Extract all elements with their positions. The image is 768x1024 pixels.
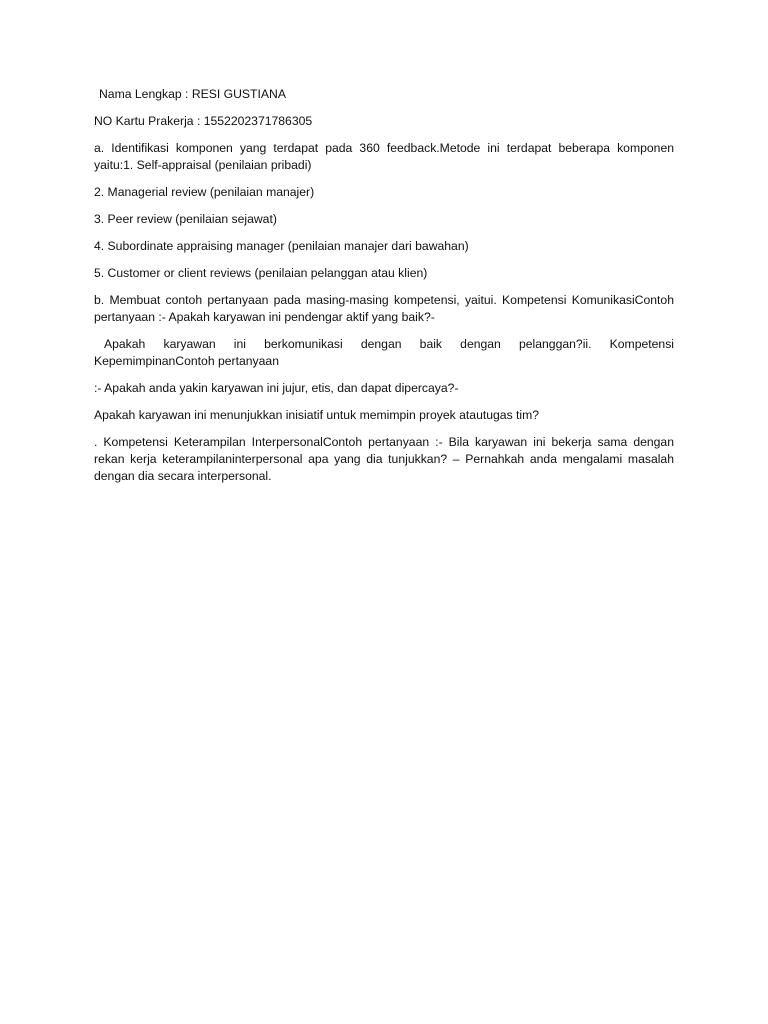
paragraph-b-leadership-question: :- Apakah anda yakin karyawan ini jujur, etis, dan dapat dipercaya?- <box>94 381 459 395</box>
paragraph-b-communication: Apakah karyawan ini berkomunikasi dengan baik dengan pelanggan?ii. Kompetensi KepemimpinanContoh pertanyaan <box>94 337 674 368</box>
list-item-customer-reviews: 5. Customer or client reviews (penilaian pelanggan atau klien) <box>94 266 428 280</box>
paragraph-b-initiative-question: Apakah karyawan ini menunjukkan inisiatif untuk memimpin proyek atautugas tim? <box>94 408 540 422</box>
name-line: Nama Lengkap : RESI GUSTIANA <box>99 87 286 101</box>
paragraph-b-interpersonal: . Kompetensi Keterampilan InterpersonalContoh pertanyaan :- Bila karyawan ini bekerja sama dengan rekan kerja keterampilaninterpersonal apa yang dia tunjukkan? – Pernahkah anda mengalami masalah dengan dia secara interpersonal. <box>94 435 674 483</box>
paragraph-a: a. Identifikasi komponen yang terdapat pada 360 feedback.Metode ini terdapat beberapa komponen yaitu:1. Self-appraisal (penilaian pribadi) <box>94 141 674 172</box>
document-body <box>94 86 674 495</box>
list-item-managerial-review: 2. Managerial review (penilaian manajer) <box>94 185 315 199</box>
list-item-peer-review: 3. Peer review (penilaian sejawat) <box>94 212 277 226</box>
card-number-line: NO Kartu Prakerja : 1552202371786305 <box>94 114 313 128</box>
list-item-subordinate-appraising: 4. Subordinate appraising manager (penilaian manajer dari bawahan) <box>94 239 469 253</box>
paragraph-b: b. Membuat contoh pertanyaan pada masing-masing kompetensi, yaitui. Kompetensi KomunikasiContoh pertanyaan :- Apakah karyawan ini pendengar aktif yang baik?- <box>94 293 674 324</box>
